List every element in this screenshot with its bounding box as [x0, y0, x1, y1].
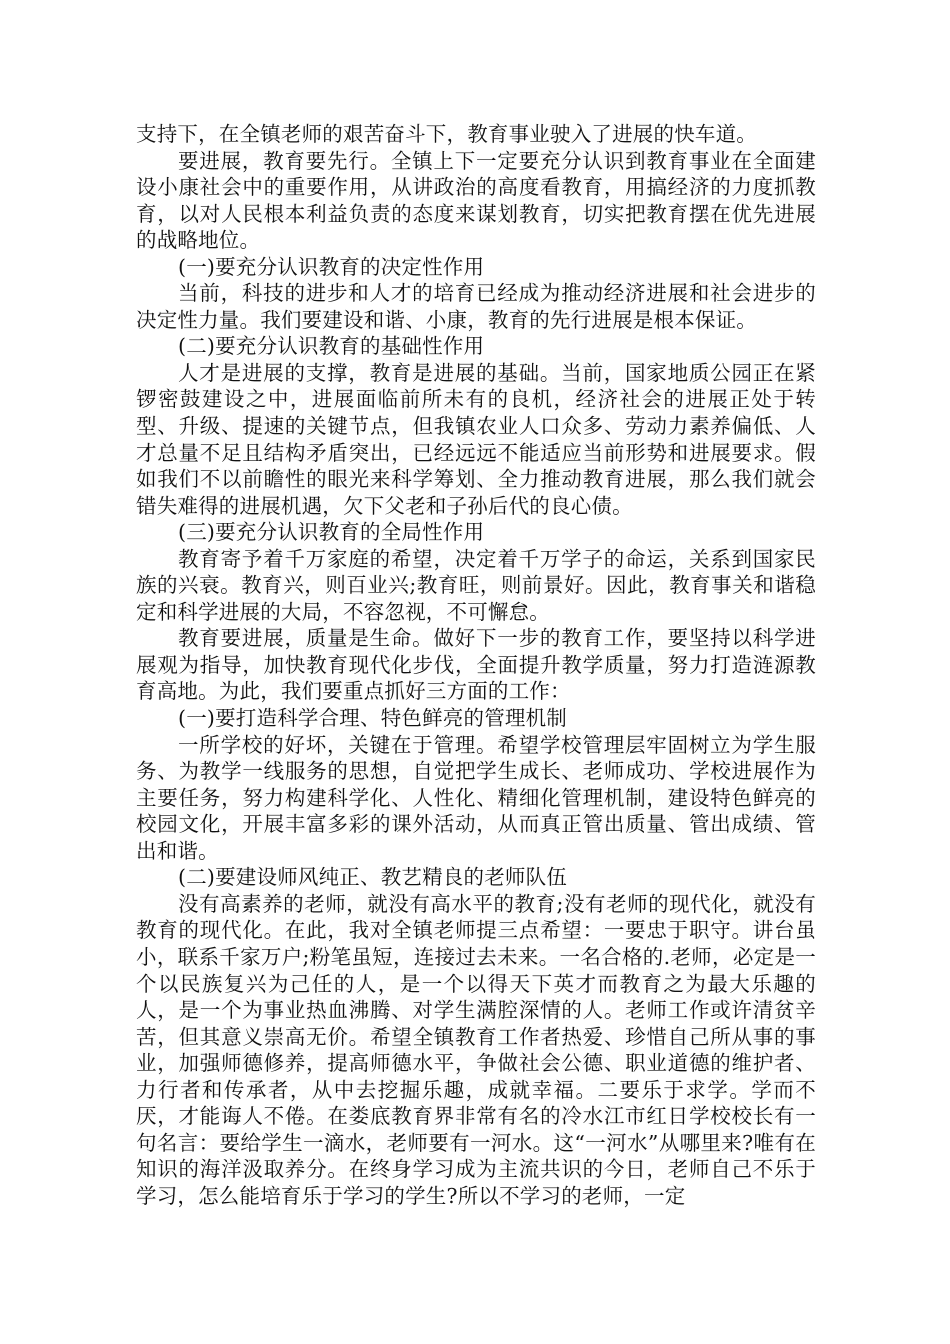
paragraph-continuation: 支持下，在全镇老师的艰苦奋斗下，教育事业驶入了进展的快车道。	[136, 122, 757, 146]
paragraph-management-mechanism: 一所学校的好坏，关键在于管理。希望学校管理层牢固树立为学生服务、为教学一线服务的思想，自觉把学生成长、老师成功、学校进展作为主要任务，努力构建科学化、人性化、精细化管理机制，建设特色鲜亮的校园文化，开展丰富多彩的课外活动，从而真正管出质量、管出成绩、管出和谐。	[136, 732, 816, 863]
heading-decisive-role: (一)要充分认识教育的决定性作用	[178, 254, 485, 279]
paragraph-teacher-team: 没有高素养的老师，就没有高水平的教育;没有老师的现代化，就没有教育的现代化。在此，我对全镇老师提三点希望：一要忠于职守。讲台虽小，联系千家万户;粉笔虽短，连接过去未来。一名合格的.老师，必定是一个以民族复兴为己任的人，是一个以得天下英才而教育之为最大乐趣的人，是一个为事业热血沸腾、对学生满腔深情的人。老师工作或许清贫辛苦，但其意义崇高无价。希望全镇教育工作者热爱、珍惜自己所从事的事业，加强师德修养，提高师德水平，争做社会公德、职业道德的维护者、力行者和传承者，从中去挖掘乐趣，成就幸福。二要乐于求学。学而不厌，才能诲人不倦。在娄底教育界非常有名的冷水江市红日学校校长有一句名言：要给学生一滴水，老师要有一河水。这“一河水”从哪里来?唯有在知识的海洋汲取养分。在终身学习成为主流共识的今日，老师自己不乐于学习，怎么能培育乐于学习的学生?所以不学习的老师，一定	[136, 891, 816, 1208]
heading-teacher-team: (二)要建设师风纯正、教艺精良的老师队伍	[178, 865, 568, 890]
paragraph-education-first: 要进展，教育要先行。全镇上下一定要充分认识到教育事业在全面建设小康社会中的重要作用，从讲政治的高度看教育，用搞经济的力度抓教育，以对人民根本利益负责的态度来谋划教育，切实把教育摆在优先进展的战略地位。	[136, 148, 816, 253]
heading-overall-role: (三)要充分认识教育的全局性作用	[178, 520, 485, 545]
paragraph-overall-role: 教育寄予着千万家庭的希望，决定着千万学子的命运，关系到国家民族的兴衰。教育兴，则百业兴;教育旺，则前景好。因此，教育事关和谐稳定和科学进展的大局，不容忽视，不可懈怠。	[136, 546, 816, 624]
paragraph-quality-is-life: 教育要进展，质量是生命。做好下一步的教育工作，要坚持以科学进展观为指导，加快教育现代化步伐，全面提升教学质量，努力打造涟源教育高地。为此，我们要重点抓好三方面的工作：	[136, 626, 816, 704]
document-body	[136, 121, 816, 1209]
paragraph-foundational-role: 人才是进展的支撑，教育是进展的基础。当前，国家地质公园正在紧锣密鼓建设之中，进展面临前所未有的良机，经济社会的进展正处于转型、升级、提速的关键节点，但我镇农业人口众多、劳动力素养偏低、人才总量不足且结构矛盾突出，已经远远不能适应当前形势和进展要求。假如我们不以前瞻性的眼光来科学筹划、全力推动教育进展，那么我们就会错失难得的进展机遇，欠下父老和子孙后代的良心债。	[136, 360, 816, 518]
paragraph-decisive-role: 当前，科技的进步和人才的培育已经成为推动经济进展和社会进步的决定性力量。我们要建设和谐、小康，教育的先行进展是根本保证。	[136, 281, 816, 332]
heading-management-mechanism: (一)要打造科学合理、特色鲜亮的管理机制	[178, 706, 568, 731]
heading-foundational-role: (二)要充分认识教育的基础性作用	[178, 334, 485, 359]
